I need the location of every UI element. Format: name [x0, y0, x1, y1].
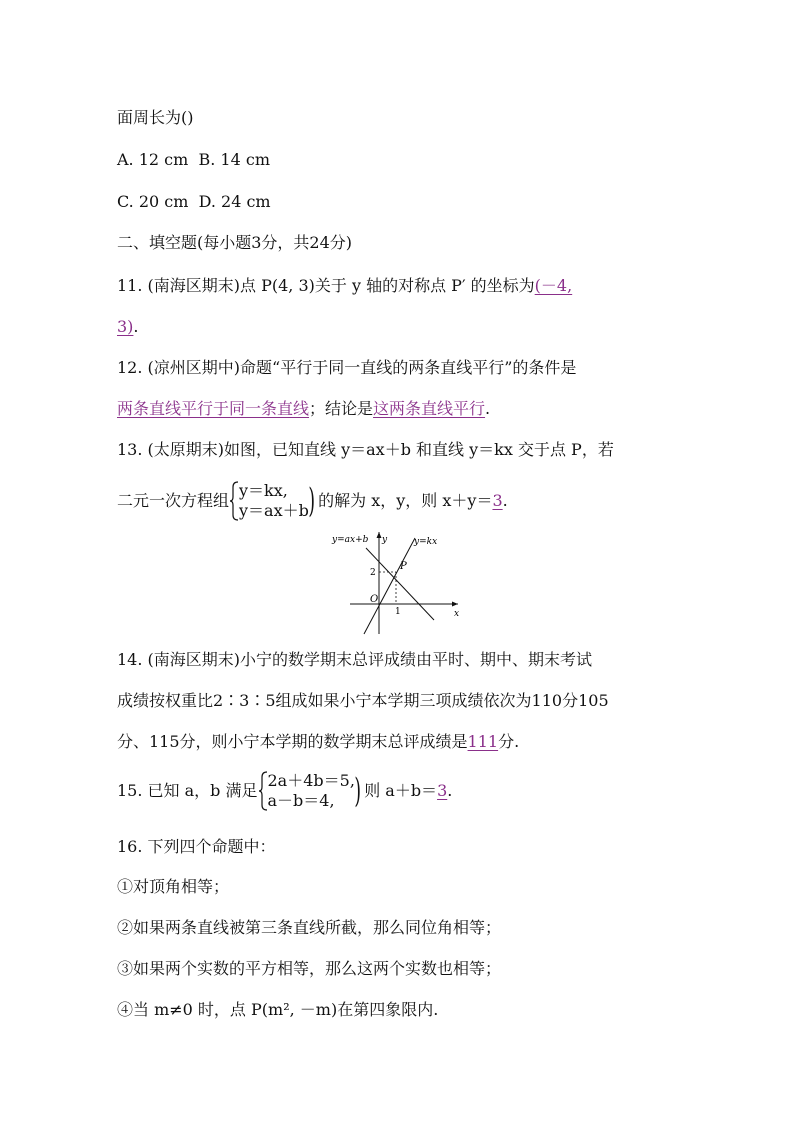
q15-eq2: a－b＝4, [267, 791, 335, 810]
q13-answer: 3 [492, 491, 503, 510]
q12-answer-conclusion: 这两条直线平行 [373, 399, 486, 418]
q14-end: 分. [498, 732, 520, 751]
q13-equation-system [229, 481, 309, 521]
q10-tail-line [117, 108, 194, 128]
option-d: D. 24 cm [198, 192, 271, 211]
q15-suffix: 则 a＋b＝ [364, 781, 438, 800]
section-title: 二、填空题(每小题3分，共24分) [117, 233, 353, 252]
tick-y-2: 2 [370, 568, 376, 578]
q13-close-paren: ) [308, 481, 315, 521]
q15-close-paren: ) [354, 771, 361, 811]
q10-options-row-2 [117, 192, 271, 212]
q13-eq1: y＝kx, [239, 481, 288, 500]
q13-line-1: 13. (太原期末)如图，已知直线 y＝ax＋b 和直线 y＝kx 交于点 P，若 [117, 440, 614, 459]
left-brace-icon [258, 771, 268, 811]
q13-suffix: 的解为 x，y，则 x＋y＝ [318, 491, 493, 510]
y-axis-arrow-icon [377, 532, 382, 538]
label-x-axis: x [454, 609, 460, 619]
q11-answer-part1: (－4, [534, 276, 573, 295]
q13-end: . [502, 491, 508, 510]
left-brace-icon [229, 481, 239, 521]
q15-answer: 3 [437, 781, 448, 800]
x-axis-arrow-icon [452, 602, 458, 607]
q14-line-2: 成绩按权重比2∶3∶5组成如果小宁本学期三项成绩依次为110分105 [117, 691, 609, 710]
q12-answer-condition: 两条直线平行于同一条直线 [117, 399, 310, 418]
q12-line-1: 12. (凉州区期中)命题“平行于同一直线的两条直线平行”的条件是 [117, 358, 577, 377]
q15-eq1: 2a＋4b＝5, [267, 771, 355, 790]
q15-line [117, 771, 452, 811]
q13-prefix: 二元一次方程组 [117, 491, 230, 510]
tick-x-1: 1 [395, 607, 401, 617]
option-c: C. 20 cm [117, 192, 189, 211]
label-line-ax-plus-b: y=ax+b [332, 535, 369, 545]
q16-item-3: ③如果两个实数的平方相等，那么这两个实数也相等； [117, 959, 502, 978]
q12-mid-text: ；结论是 [309, 399, 374, 418]
q14-answer: 111 [467, 732, 499, 751]
q13-line-2 [117, 481, 508, 521]
label-line-kx: y=kx [414, 537, 438, 547]
option-b: B. 14 cm [198, 150, 270, 169]
q15-prefix: 15. 已知 a，b 满足 [117, 781, 258, 800]
q12-line-2 [117, 399, 490, 419]
q16-item-1: ①对顶角相等； [117, 877, 230, 896]
q14-line-1: 14. (南海区期末)小宁的数学期末总评成绩由平时、期中、期末考试 [117, 650, 593, 669]
q11-line-1 [117, 276, 572, 296]
q15-equation-system [258, 771, 355, 811]
q11-line-2 [117, 317, 139, 337]
q13-eq2: y＝ax＋b [239, 501, 309, 520]
q11-end: . [133, 317, 139, 336]
q16-intro: 16. 下列四个命题中： [117, 837, 276, 856]
q10-tail-text: 面周长为( [117, 108, 188, 127]
q11-answer-part2: 3) [117, 317, 134, 336]
q12-end: . [485, 399, 491, 418]
option-a: A. 12 cm [117, 150, 189, 169]
q15-end: . [447, 781, 453, 800]
label-y-axis: y [382, 535, 388, 545]
q16-item-2: ②如果两条直线被第三条直线所截，那么同位角相等； [117, 918, 502, 937]
label-origin: O [370, 594, 379, 605]
q14-line3-text: 分、115分，则小宁本学期的数学期末总评成绩是 [117, 732, 468, 751]
line-kx [364, 538, 415, 634]
q11-text: 11. (南海区期末)点 P(4, 3)关于 y 轴的对称点 P′ 的坐标为 [117, 276, 535, 295]
line-intersection-figure [330, 528, 462, 636]
q10-tail-close: ) [187, 108, 194, 127]
label-point-p: P [400, 561, 407, 572]
q14-line-3 [117, 732, 519, 752]
q10-options-row-1 [117, 150, 270, 170]
q16-item-4: ④当 m≠0 时，点 P(m², －m)在第四象限内. [117, 1000, 439, 1019]
